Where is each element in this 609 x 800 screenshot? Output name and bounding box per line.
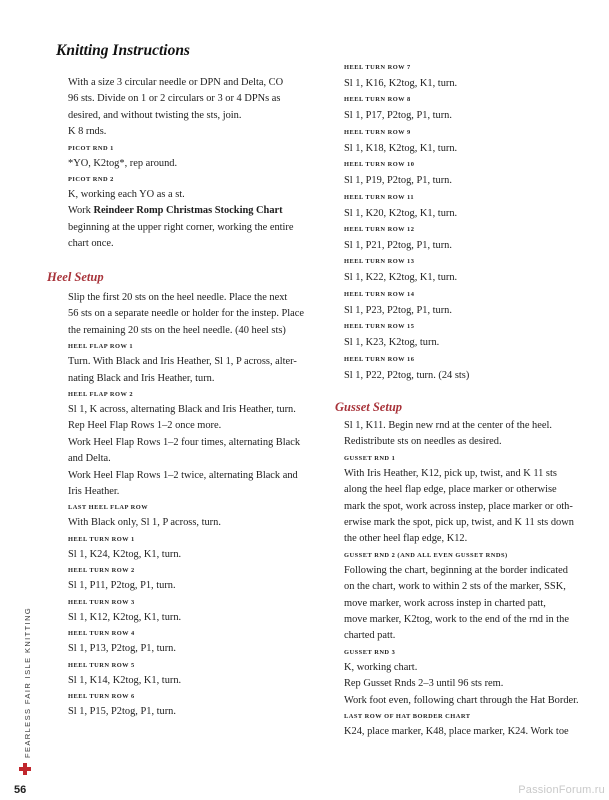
book-title-sidebar: FEARLESS FAIR ISLE KNITTING (23, 606, 32, 758)
instruction-line: Iris Heather. (68, 486, 120, 498)
instruction-line (68, 203, 326, 219)
instruction-line: *YO, K2tog*, rep around. (68, 157, 178, 169)
step-label: HEEL TURN ROW 16 (344, 355, 415, 363)
instruction-line: Rep Gusset Rnds 2–3 until 96 sts rem. (344, 678, 504, 690)
instruction-line: erwise mark the spot, pick up, twist, and K 11 sts down (344, 517, 574, 529)
instruction-line: 96 sts. Divide on 1 or 2 circulars or 3 or 4 DPNs as (68, 93, 281, 105)
step-label: GUSSET RND 2 (AND ALL EVEN GUSSET RNDS) (344, 551, 508, 559)
step-label: HEEL TURN ROW 5 (68, 661, 135, 669)
step-label: HEEL FLAP ROW 2 (68, 391, 134, 399)
page-number: 56 (14, 784, 27, 796)
red-cross-icon (19, 763, 31, 775)
step-label: HEEL TURN ROW 11 (344, 193, 415, 201)
step-label: LAST HEEL FLAP ROW (68, 504, 149, 512)
instruction-line: the remaining 20 sts on the heel needle. (40 heel sts) (68, 324, 286, 336)
step-label: HEEL TURN ROW 6 (68, 692, 135, 700)
instruction-line: Sl 1, P19, P2tog, P1, turn. (344, 175, 452, 187)
step-label: HEEL TURN ROW 14 (344, 290, 415, 298)
instruction-line: K, working chart. (344, 661, 418, 673)
instruction-line: Sl 1, K22, K2tog, K1, turn. (344, 272, 458, 284)
instruction-line: Sl 1, P11, P2tog, P1, turn. (68, 580, 176, 592)
instruction-line: Sl 1, P15, P2tog, P1, turn. (68, 705, 176, 717)
step-label: HEEL TURN ROW 9 (344, 128, 411, 136)
instruction-text: Work (68, 205, 94, 217)
chart-name: Reindeer Romp Christmas Stocking Chart (93, 205, 283, 217)
instruction-line: desired, and without twisting the sts, join. (68, 109, 242, 121)
instruction-line: Sl 1, P21, P2tog, P1, turn. (344, 240, 452, 252)
instruction-line: nating Black and Iris Heather, turn. (68, 372, 215, 384)
step-label: HEEL TURN ROW 13 (344, 258, 415, 266)
step-label: GUSSET RND 1 (344, 454, 396, 462)
instruction-line: Sl 1, P22, P2tog, turn. (24 sts) (344, 369, 470, 381)
heel-setup-heading: Heel Setup (47, 270, 104, 284)
intro-instructions (68, 75, 326, 253)
instruction-line: move marker, K2tog, work to the end of the rnd in the (344, 614, 569, 626)
heel-turn-continued (344, 60, 606, 384)
step-label: HEEL TURN ROW 1 (68, 535, 135, 543)
instruction-line: on the chart, work to within 2 sts of the marker, SSK, (344, 581, 566, 593)
step-label: HEEL FLAP ROW 1 (68, 343, 134, 351)
instruction-line: charted patt. (344, 630, 396, 642)
watermark: PassionForum.ru (518, 784, 605, 796)
instruction-line: Turn. With Black and Iris Heather, Sl 1, P across, alter- (68, 356, 297, 368)
instruction-line: Sl 1, K18, K2tog, K1, turn. (344, 142, 458, 154)
instruction-line: chart once. (68, 238, 114, 250)
instruction-line: Sl 1, K24, K2tog, K1, turn. (68, 548, 182, 560)
instruction-line: With Black only, Sl 1, P across, turn. (68, 517, 221, 529)
instruction-line: K, working each YO as a st. (68, 189, 185, 201)
step-label: HEEL TURN ROW 10 (344, 161, 415, 169)
instruction-line: Redistribute sts on needles as desired. (344, 436, 502, 448)
instruction-line: Sl 1, K23, K2tog, turn. (344, 337, 440, 349)
step-label: HEEL TURN ROW 15 (344, 323, 415, 331)
step-label: HEEL TURN ROW 12 (344, 226, 415, 234)
page-title: Knitting Instructions (56, 42, 190, 59)
instruction-line: and Delta. (68, 453, 111, 465)
instruction-line: K24, place marker, K48, place marker, K24. Work toe (344, 726, 569, 738)
heel-setup-instructions (68, 290, 326, 720)
instruction-line: Sl 1, P23, P2tog, P1, turn. (344, 304, 452, 316)
step-label: LAST ROW OF HAT BORDER CHART (344, 713, 471, 721)
step-label: GUSSET RND 3 (344, 648, 396, 656)
instruction-line: Work Heel Flap Rows 1–2 twice, alternating Black and (68, 469, 298, 481)
instruction-line: Sl 1, K16, K2tog, K1, turn. (344, 78, 458, 89)
instruction-line: Following the chart, beginning at the border indicated (344, 564, 568, 576)
instruction-line: along the heel flap edge, place marker or otherwise (344, 484, 557, 496)
instruction-line: With Iris Heather, K12, pick up, twist, and K 11 sts (344, 467, 557, 479)
gusset-setup-instructions (344, 418, 606, 741)
step-label: HEEL TURN ROW 4 (68, 630, 135, 638)
instruction-line: beginning at the upper right corner, working the entire (68, 221, 294, 233)
step-label: HEEL TURN ROW 3 (68, 598, 135, 606)
instruction-line: 56 sts on a separate needle or holder for the instep. Place (68, 308, 305, 320)
step-label: HEEL TURN ROW 2 (68, 567, 135, 575)
step-label: PICOT RND 1 (68, 144, 114, 152)
instruction-line: Work Heel Flap Rows 1–2 four times, alternating Black (68, 436, 301, 448)
instruction-line: Slip the first 20 sts on the heel needle. Place the next (68, 292, 288, 303)
instruction-line: Sl 1, P13, P2tog, P1, turn. (68, 643, 176, 655)
instruction-line: K 8 rnds. (68, 126, 107, 138)
instruction-line: Sl 1, K across, alternating Black and Iris Heather, turn. (68, 404, 296, 416)
instruction-line: Sl 1, K12, K2tog, K1, turn. (68, 611, 182, 623)
instruction-line: move marker, work across instep in charted patt, (344, 597, 546, 609)
step-label: PICOT RND 2 (68, 176, 114, 184)
instruction-line: With a size 3 circular needle or DPN and Delta, CO (68, 77, 284, 88)
step-label: HEEL TURN ROW 7 (344, 64, 411, 71)
step-label: HEEL TURN ROW 8 (344, 96, 411, 104)
instruction-line: Sl 1, P17, P2tog, P1, turn. (344, 110, 452, 122)
instruction-line: Sl 1, K20, K2tog, K1, turn. (344, 207, 458, 219)
instruction-line: Sl 1, K11. Begin new rnd at the center of the heel. (344, 420, 552, 431)
instruction-line: the other heel flap edge, K12. (344, 533, 468, 545)
instruction-line: Rep Heel Flap Rows 1–2 once more. (68, 420, 222, 432)
instruction-line: Sl 1, K14, K2tog, K1, turn. (68, 674, 182, 686)
instruction-line: mark the spot, work across instep, place marker or oth- (344, 500, 573, 512)
gusset-setup-heading: Gusset Setup (335, 400, 403, 414)
instruction-line: Work foot even, following chart through the Hat Border. (344, 694, 579, 706)
